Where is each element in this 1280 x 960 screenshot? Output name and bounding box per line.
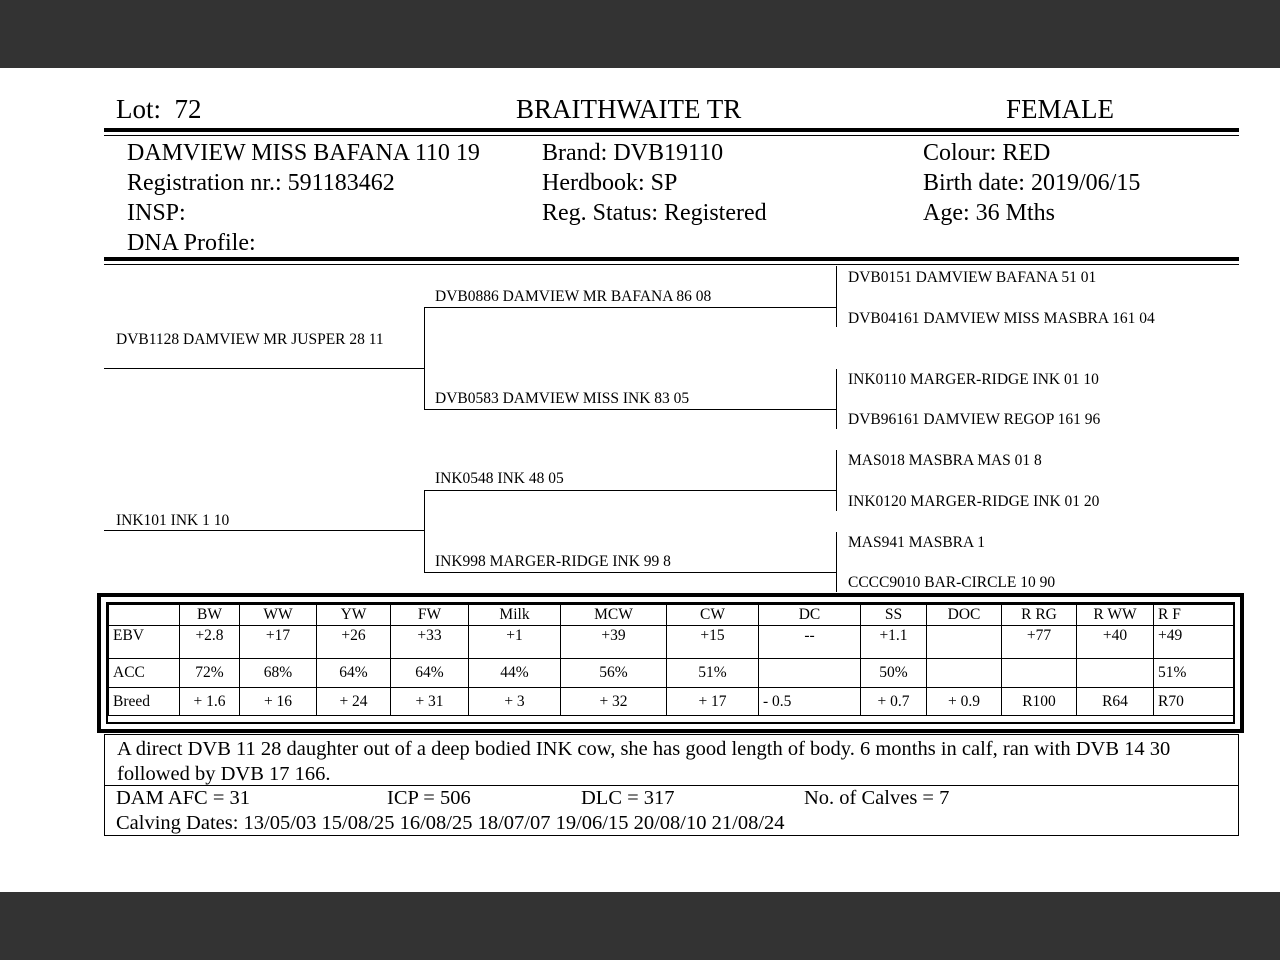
pedigree-gg: INK0120 MARGER-RIDGE INK 01 20	[848, 493, 1100, 510]
lot-label-text: Lot:	[116, 94, 161, 124]
pedigree-dam: INK101 INK 1 10	[116, 512, 230, 529]
table-cell: +49	[1154, 626, 1234, 659]
table-cell	[1002, 659, 1077, 688]
table-cell: +17	[240, 626, 317, 659]
table-cell: 51%	[1154, 659, 1234, 688]
seller-name: BRAITHWAITE TR	[516, 94, 742, 124]
pedigree-sire: DVB1128 DAMVIEW MR JUSPER 28 11	[116, 331, 384, 348]
gg-bracket-3	[836, 450, 837, 511]
table-header-cell: SS	[861, 605, 927, 626]
table-cell: +39	[561, 626, 667, 659]
table-header-cell: DC	[759, 605, 861, 626]
dam-calves: No. of Calves = 7	[804, 787, 950, 809]
table-cell: + 16	[240, 688, 317, 716]
lot-label	[116, 94, 202, 125]
dam-info-box	[104, 785, 1239, 836]
herdbook-field: Herdbook: SP	[542, 170, 678, 196]
gg-bracket-1	[836, 266, 837, 327]
dam-bracket	[424, 490, 425, 572]
animal-info-col3	[923, 138, 1140, 228]
table-cell: +2.8	[180, 626, 240, 659]
table-cell: + 0.9	[927, 688, 1002, 716]
table-header-cell: MCW	[561, 605, 667, 626]
table-cell: + 1.6	[180, 688, 240, 716]
table-row-label: Breed	[109, 688, 180, 716]
table-cell: 56%	[561, 659, 667, 688]
table-header-cell	[109, 605, 180, 626]
animal-info-col1	[127, 138, 480, 258]
pedigree-gg: MAS941 MASBRA 1	[848, 534, 985, 551]
table-header-cell: R WW	[1077, 605, 1154, 626]
dam-icp: ICP = 506	[387, 787, 471, 809]
pedigree-gg: DVB0151 DAMVIEW BAFANA 51 01	[848, 269, 1097, 286]
table-cell: R100	[1002, 688, 1077, 716]
table-cell: 64%	[317, 659, 391, 688]
table-cell: +1.1	[861, 626, 927, 659]
table-cell: +33	[391, 626, 469, 659]
table-cell	[927, 626, 1002, 659]
colour-field: Colour: RED	[923, 140, 1051, 166]
breed-row	[109, 688, 1234, 716]
animal-name: DAMVIEW MISS BAFANA 110 19	[127, 140, 480, 166]
sire-line	[104, 368, 424, 369]
acc-row	[109, 659, 1234, 688]
dna-profile-field: DNA Profile:	[127, 230, 256, 256]
table-row-label: EBV	[109, 626, 180, 659]
table-cell	[1077, 659, 1154, 688]
table-cell: + 32	[561, 688, 667, 716]
header-rule-thin	[104, 135, 1239, 136]
pedigree-gg: CCCC9010 BAR-CIRCLE 10 90	[848, 574, 1056, 591]
sire-bracket	[424, 307, 425, 409]
lot-number: 72	[174, 94, 202, 124]
sire-dam-line	[424, 409, 836, 410]
pedigree-gg: DVB04161 DAMVIEW MISS MASBRA 161 04	[848, 310, 1155, 327]
reg-status-field: Reg. Status: Registered	[542, 200, 767, 226]
table-header-cell: BW	[180, 605, 240, 626]
registration-number: Registration nr.: 591183462	[127, 170, 395, 196]
info-rule-thin	[104, 264, 1239, 265]
gg-bracket-2	[836, 369, 837, 429]
table-row-label: ACC	[109, 659, 180, 688]
ebv-header-row	[109, 605, 1234, 626]
table-header-cell: CW	[667, 605, 759, 626]
table-cell: R70	[1154, 688, 1234, 716]
table-header-cell: Milk	[469, 605, 561, 626]
insp-field: INSP:	[127, 200, 186, 226]
bottom-letterbox	[0, 892, 1280, 960]
table-cell: 72%	[180, 659, 240, 688]
table-header-cell: FW	[391, 605, 469, 626]
table-cell: 50%	[861, 659, 927, 688]
age-field: Age: 36 Mths	[923, 200, 1055, 226]
table-header-cell: R F	[1154, 605, 1234, 626]
info-rule-thick	[104, 257, 1239, 261]
pedigree-gg: MAS018 MASBRA MAS 01 8	[848, 452, 1042, 469]
table-cell: - 0.5	[759, 688, 861, 716]
brand-field: Brand: DVB19110	[542, 140, 724, 166]
header-rule-thick	[104, 128, 1239, 132]
ebv-table-inner-frame	[106, 602, 1235, 724]
top-letterbox	[0, 0, 1280, 68]
ebv-table-frame	[97, 593, 1244, 733]
table-cell	[927, 659, 1002, 688]
sex-label: FEMALE	[1006, 94, 1114, 124]
table-cell: 64%	[391, 659, 469, 688]
gg-bracket-4	[836, 532, 837, 592]
animal-info-col2	[542, 138, 767, 228]
table-cell	[759, 659, 861, 688]
table-cell: + 3	[469, 688, 561, 716]
table-header-cell: YW	[317, 605, 391, 626]
table-cell: +26	[317, 626, 391, 659]
pedigree-gg: DVB96161 DAMVIEW REGOP 161 96	[848, 411, 1101, 428]
calving-dates: Calving Dates: 13/05/03 15/08/25 16/08/25 18/07/07 19/06/15 20/08/10 21/08/24	[116, 812, 785, 834]
pedigree-sire-dam: DVB0583 DAMVIEW MISS INK 83 05	[435, 390, 690, 407]
table-cell: + 31	[391, 688, 469, 716]
table-cell: + 0.7	[861, 688, 927, 716]
table-cell: R64	[1077, 688, 1154, 716]
dam-dam-line	[424, 572, 836, 573]
table-cell: + 24	[317, 688, 391, 716]
table-header-cell: DOC	[927, 605, 1002, 626]
dam-line	[104, 530, 424, 531]
dam-afc: DAM AFC = 31	[116, 787, 251, 809]
ebv-table	[108, 604, 1234, 716]
table-cell: +15	[667, 626, 759, 659]
table-cell: 68%	[240, 659, 317, 688]
table-cell: +1	[469, 626, 561, 659]
dam-dlc: DLC = 317	[581, 787, 675, 809]
lot-comment: A direct DVB 11 28 daughter out of a deep bodied INK cow, she has good length of body. 6 months in calf, ran with DVB 14 30 followed by DVB 17 166.	[104, 734, 1239, 786]
sire-sire-line	[424, 307, 836, 308]
table-cell: +40	[1077, 626, 1154, 659]
table-header-cell: WW	[240, 605, 317, 626]
birth-date-field: Birth date: 2019/06/15	[923, 170, 1141, 196]
table-header-cell: R RG	[1002, 605, 1077, 626]
dam-sire-line	[424, 490, 836, 491]
table-cell: 44%	[469, 659, 561, 688]
pedigree-gg: INK0110 MARGER-RIDGE INK 01 10	[848, 371, 1099, 388]
table-cell: --	[759, 626, 861, 659]
table-cell: +77	[1002, 626, 1077, 659]
table-cell: + 17	[667, 688, 759, 716]
pedigree-dam-dam: INK998 MARGER-RIDGE INK 99 8	[435, 553, 671, 570]
pedigree-sire-sire: DVB0886 DAMVIEW MR BAFANA 86 08	[435, 288, 712, 305]
table-cell: 51%	[667, 659, 759, 688]
pedigree-dam-sire: INK0548 INK 48 05	[435, 470, 564, 487]
ebv-row	[109, 626, 1234, 659]
